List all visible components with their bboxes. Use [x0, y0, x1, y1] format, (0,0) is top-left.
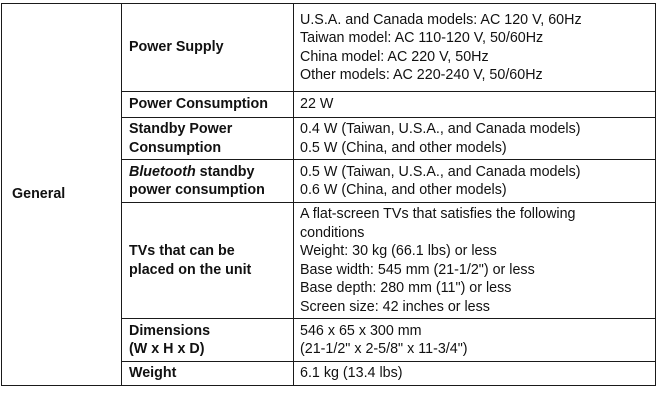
spec-row-power-supply	[2, 4, 656, 92]
spec-label-tvs-placed: TVs that can be placed on the unit	[122, 203, 294, 319]
spec-value-dimensions: 546 x 65 x 300 mm (21-1/2" x 2-5/8" x 11-3/4")	[294, 319, 656, 362]
spec-value-bluetooth-standby: 0.5 W (Taiwan, U.S.A., and Canada models) 0.6 W (China, and other models)	[294, 160, 656, 203]
spec-value-power-consumption: 22 W	[294, 92, 656, 118]
spec-value-power-supply: U.S.A. and Canada models: AC 120 V, 60Hz Taiwan model: AC 110-120 V, 50/60Hz China model: AC 220 V, 50Hz Other models: AC 220-240 V, 50/60Hz	[294, 4, 656, 92]
spec-value-weight: 6.1 kg (13.4 lbs)	[294, 362, 656, 386]
category-label: General	[12, 186, 66, 203]
spec-label-power-supply: Power Supply	[122, 4, 294, 92]
specifications-table	[1, 3, 656, 386]
spec-label-bluetooth-standby: Bluetooth standby power consumption	[122, 160, 294, 203]
spec-label-power-consumption: Power Consumption	[122, 92, 294, 118]
spec-value-tvs-placed: A flat-screen TVs that satisfies the following conditions Weight: 30 kg (66.1 lbs) or less Base width: 545 mm (21-1/2") or less Base depth: 280 mm (11") or less Screen size: 42 inches or less	[294, 203, 656, 319]
category-cell	[2, 4, 122, 386]
spec-label-dimensions: Dimensions (W x H x D)	[122, 319, 294, 362]
spec-value-standby-power: 0.4 W (Taiwan, U.S.A., and Canada models) 0.5 W (China, and other models)	[294, 118, 656, 160]
spec-label-standby-power: Standby Power Consumption	[122, 118, 294, 160]
spec-label-weight: Weight	[122, 362, 294, 386]
